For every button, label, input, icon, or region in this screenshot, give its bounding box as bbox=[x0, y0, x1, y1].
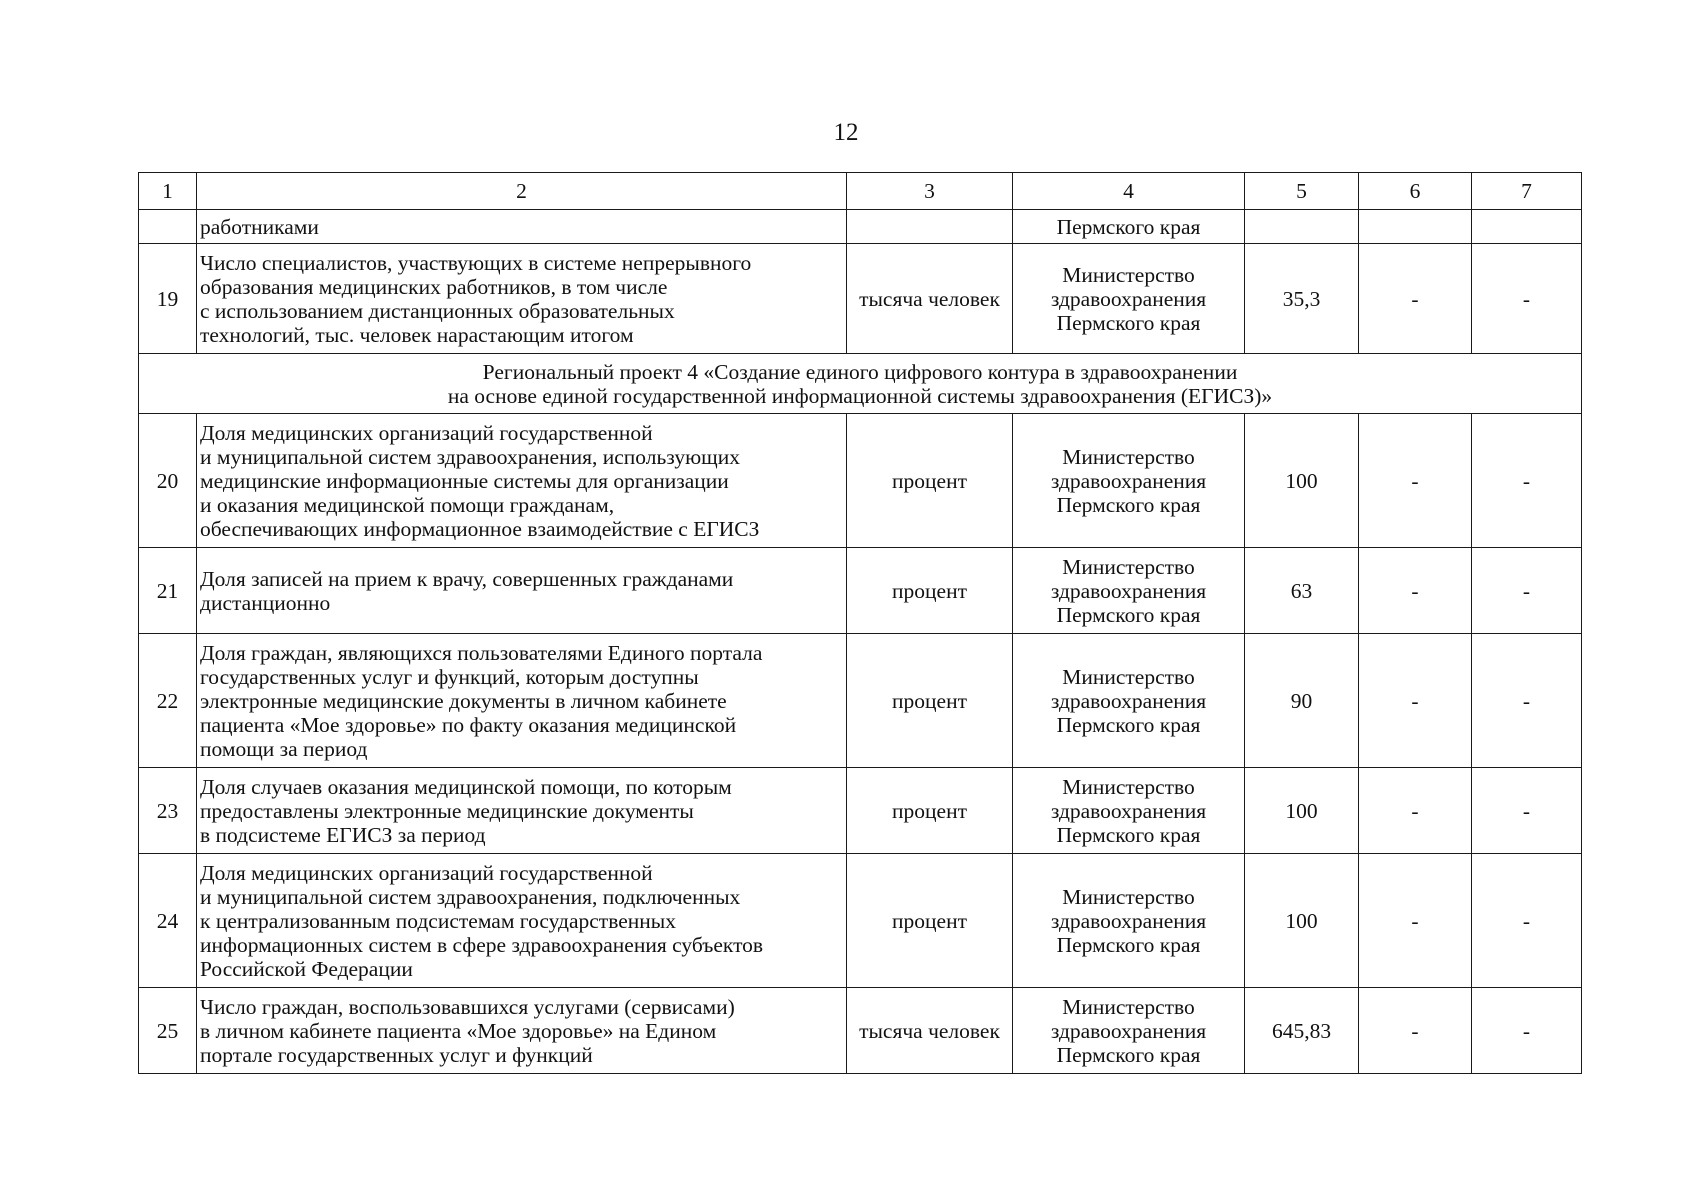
indicator-name bbox=[197, 988, 847, 1074]
column-7-value: - bbox=[1472, 854, 1582, 988]
indicator-name-line: электронные медицинские документы в личном кабинете bbox=[200, 688, 727, 713]
unit-of-measure: процент bbox=[847, 634, 1013, 768]
column-header: 2 bbox=[197, 173, 847, 210]
indicator-value: 645,83 bbox=[1245, 988, 1359, 1074]
indicator-name-line: образования медицинских работников, в том числе bbox=[200, 274, 668, 299]
table-row bbox=[139, 548, 1582, 634]
indicator-name-line: и оказания медицинской помощи гражданам, bbox=[200, 492, 615, 517]
responsible-org-line: Министерство bbox=[1062, 884, 1195, 909]
indicator-name-line: работниками bbox=[200, 214, 319, 239]
responsible-org-line: здравоохранения bbox=[1050, 1018, 1207, 1043]
unit-of-measure: процент bbox=[847, 854, 1013, 988]
indicator-name-line: к централизованным подсистемам государственных bbox=[200, 908, 676, 933]
indicator-value: 100 bbox=[1245, 768, 1359, 854]
indicator-name-line: дистанционно bbox=[200, 590, 331, 615]
table-row bbox=[139, 414, 1582, 548]
responsible-org bbox=[1013, 244, 1245, 354]
unit-of-measure: процент bbox=[847, 548, 1013, 634]
indicator-name-line: пациента «Мое здоровье» по факту оказания медицинской bbox=[200, 712, 737, 737]
column-6-value: - bbox=[1359, 244, 1472, 354]
row-number: 19 bbox=[139, 244, 197, 354]
indicator-value bbox=[1245, 210, 1359, 244]
section-heading-line: на основе единой государственной информационной системы здравоохранения (ЕГИСЗ)» bbox=[447, 383, 1273, 408]
indicator-name bbox=[197, 414, 847, 548]
indicator-name-line: Число специалистов, участвующих в системе непрерывного bbox=[200, 250, 752, 275]
row-number bbox=[139, 210, 197, 244]
indicator-value: 90 bbox=[1245, 634, 1359, 768]
column-6-value: - bbox=[1359, 854, 1472, 988]
section-heading bbox=[139, 354, 1582, 414]
row-number: 22 bbox=[139, 634, 197, 768]
unit-of-measure: тысяча человек bbox=[847, 988, 1013, 1074]
table-row bbox=[139, 768, 1582, 854]
column-7-value bbox=[1472, 210, 1582, 244]
indicator-name-line: Доля медицинских организаций государственной bbox=[200, 420, 653, 445]
responsible-org-line: Пермского края bbox=[1056, 712, 1201, 737]
table-row bbox=[139, 988, 1582, 1074]
indicator-name-line: в личном кабинете пациента «Мое здоровье» на Едином bbox=[200, 1018, 717, 1043]
responsible-org bbox=[1013, 768, 1245, 854]
responsible-org-line: Пермского края bbox=[1056, 932, 1201, 957]
indicator-name bbox=[197, 768, 847, 854]
column-6-value bbox=[1359, 210, 1472, 244]
responsible-org bbox=[1013, 854, 1245, 988]
indicator-name bbox=[197, 244, 847, 354]
indicator-name-line: с использованием дистанционных образовательных bbox=[200, 298, 675, 323]
column-header: 5 bbox=[1245, 173, 1359, 210]
indicator-table bbox=[138, 172, 1582, 1074]
indicator-value: 35,3 bbox=[1245, 244, 1359, 354]
page-number: 12 bbox=[833, 119, 859, 146]
responsible-org-line: здравоохранения bbox=[1050, 798, 1207, 823]
column-6-value: - bbox=[1359, 634, 1472, 768]
responsible-org-line: здравоохранения bbox=[1050, 578, 1207, 603]
indicator-name bbox=[197, 210, 847, 244]
row-number: 25 bbox=[139, 988, 197, 1074]
table-row bbox=[139, 210, 1582, 244]
responsible-org-line: Министерство bbox=[1062, 554, 1195, 579]
indicator-name-line: обеспечивающих информационное взаимодействие с ЕГИСЗ bbox=[200, 516, 760, 541]
indicator-name bbox=[197, 854, 847, 988]
indicator-name bbox=[197, 634, 847, 768]
column-6-value: - bbox=[1359, 988, 1472, 1074]
column-header: 4 bbox=[1013, 173, 1245, 210]
responsible-org-line: Пермского края bbox=[1056, 310, 1201, 335]
row-number: 24 bbox=[139, 854, 197, 988]
responsible-org-line: Министерство bbox=[1062, 774, 1195, 799]
responsible-org-line: здравоохранения bbox=[1050, 468, 1207, 493]
responsible-org-line: Пермского края bbox=[1056, 1042, 1201, 1067]
responsible-org bbox=[1013, 634, 1245, 768]
responsible-org bbox=[1013, 988, 1245, 1074]
column-7-value: - bbox=[1472, 988, 1582, 1074]
column-7-value: - bbox=[1472, 244, 1582, 354]
column-7-value: - bbox=[1472, 414, 1582, 548]
column-6-value: - bbox=[1359, 548, 1472, 634]
responsible-org-line: Министерство bbox=[1062, 994, 1195, 1019]
table-row bbox=[139, 634, 1582, 768]
section-heading-row bbox=[139, 354, 1582, 414]
responsible-org bbox=[1013, 414, 1245, 548]
column-header: 7 bbox=[1472, 173, 1582, 210]
unit-of-measure: тысяча человек bbox=[847, 244, 1013, 354]
responsible-org-line: Пермского края bbox=[1056, 822, 1201, 847]
indicator-value: 63 bbox=[1245, 548, 1359, 634]
column-header: 3 bbox=[847, 173, 1013, 210]
column-7-value: - bbox=[1472, 634, 1582, 768]
section-heading-line: Региональный проект 4 «Создание единого цифрового контура в здравоохранении bbox=[482, 359, 1238, 384]
indicator-name-line: информационных систем в сфере здравоохранения субъектов bbox=[200, 932, 764, 957]
indicator-name-line: Число граждан, воспользовавшихся услугами (сервисами) bbox=[200, 994, 735, 1019]
row-number: 23 bbox=[139, 768, 197, 854]
indicator-name-line: Доля медицинских организаций государственной bbox=[200, 860, 653, 885]
responsible-org-line: Пермского края bbox=[1056, 602, 1201, 627]
responsible-org-line: Министерство bbox=[1062, 444, 1195, 469]
indicator-name-line: Доля граждан, являющихся пользователями Единого портала bbox=[200, 640, 763, 665]
indicator-name bbox=[197, 548, 847, 634]
unit-of-measure: процент bbox=[847, 414, 1013, 548]
responsible-org bbox=[1013, 210, 1245, 244]
table-row bbox=[139, 854, 1582, 988]
indicator-name-line: Доля случаев оказания медицинской помощи, по которым bbox=[200, 774, 732, 799]
column-7-value: - bbox=[1472, 548, 1582, 634]
responsible-org-line: Пермского края bbox=[1056, 214, 1201, 239]
column-header-row bbox=[139, 173, 1582, 210]
indicator-name-line: технологий, тыс. человек нарастающим итогом bbox=[200, 322, 634, 347]
indicator-name-line: портале государственных услуг и функций bbox=[200, 1042, 593, 1067]
indicator-name-line: и муниципальной систем здравоохранения, использующих bbox=[200, 444, 740, 469]
column-6-value: - bbox=[1359, 768, 1472, 854]
responsible-org bbox=[1013, 548, 1245, 634]
responsible-org-line: Министерство bbox=[1062, 262, 1195, 287]
indicator-value: 100 bbox=[1245, 854, 1359, 988]
column-6-value: - bbox=[1359, 414, 1472, 548]
responsible-org-line: Министерство bbox=[1062, 664, 1195, 689]
indicator-name-line: и муниципальной систем здравоохранения, подключенных bbox=[200, 884, 741, 909]
column-7-value: - bbox=[1472, 768, 1582, 854]
column-header: 6 bbox=[1359, 173, 1472, 210]
indicator-name-line: медицинские информационные системы для организации bbox=[200, 468, 729, 493]
indicator-name-line: государственных услуг и функций, которым доступны bbox=[200, 664, 699, 689]
indicator-name-line: Российской Федерации bbox=[200, 956, 413, 981]
indicator-name-line: предоставлены электронные медицинские документы bbox=[200, 798, 694, 823]
unit-of-measure bbox=[847, 210, 1013, 244]
indicator-value: 100 bbox=[1245, 414, 1359, 548]
responsible-org-line: здравоохранения bbox=[1050, 688, 1207, 713]
indicator-name-line: в подсистеме ЕГИСЗ за период bbox=[200, 822, 486, 847]
indicator-name-line: помощи за период bbox=[200, 736, 368, 761]
table-row bbox=[139, 244, 1582, 354]
responsible-org-line: здравоохранения bbox=[1050, 286, 1207, 311]
unit-of-measure: процент bbox=[847, 768, 1013, 854]
column-header: 1 bbox=[139, 173, 197, 210]
indicator-name-line: Доля записей на прием к врачу, совершенных гражданами bbox=[200, 566, 734, 591]
row-number: 21 bbox=[139, 548, 197, 634]
responsible-org-line: Пермского края bbox=[1056, 492, 1201, 517]
responsible-org-line: здравоохранения bbox=[1050, 908, 1207, 933]
row-number: 20 bbox=[139, 414, 197, 548]
